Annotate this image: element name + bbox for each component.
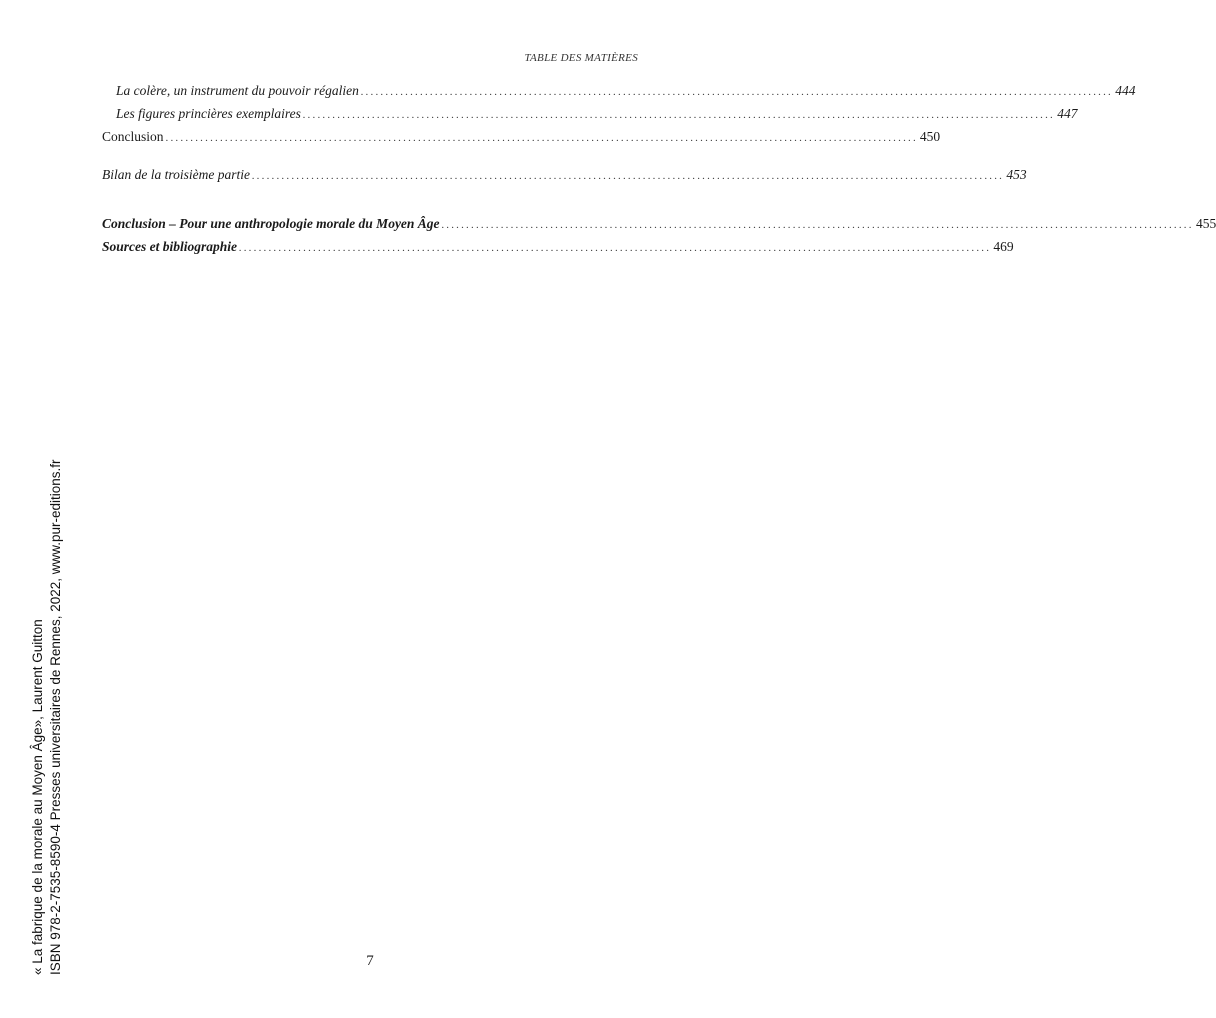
toc-entry-page: 444 (1115, 83, 1136, 98)
toc-entry-sources[interactable] (102, 236, 1014, 259)
toc-entry-page: 450 (919, 129, 941, 144)
toc-entry-la-colere[interactable] (102, 80, 1136, 103)
side-note-line-2: ISBN 978-2-7535-8590-4 Presses universitaires de Rennes, 2022, www.pur-editions.fr (47, 459, 63, 975)
dot-leader: ........................................................................................................................................................ (441, 219, 1194, 231)
toc-entry-label: Conclusion – Pour une anthropologie morale du Moyen Âge (102, 216, 440, 231)
dot-leader: ........................................................................................................................................................ (302, 109, 1056, 121)
toc-entry-label: Sources et bibliographie (102, 239, 238, 254)
dot-leader: ........................................................................................................................................................ (239, 242, 992, 254)
toc-entry-label: Conclusion (102, 129, 164, 144)
toc-entry-page: 469 (993, 239, 1014, 254)
toc-entry-page: 453 (1006, 167, 1027, 182)
running-head: TABLE DES MATIÈRES (524, 52, 638, 64)
toc-entry-label: Bilan de la troisième partie (102, 167, 250, 182)
dot-leader: ........................................................................................................................................................ (251, 170, 1005, 182)
copyright-side-note (29, 459, 64, 975)
toc-entry-page: 447 (1057, 106, 1078, 121)
toc-entry-conclusion[interactable] (102, 126, 941, 149)
toc-entry-conclusion-generale[interactable] (102, 213, 1216, 236)
dot-leader: ........................................................................................................................................................ (360, 86, 1114, 98)
page-number: 7 (366, 953, 374, 969)
table-of-contents (102, 80, 1216, 259)
toc-entry-bilan[interactable] (102, 164, 1027, 187)
side-note-line-1: « La fabrique de la morale au Moyen Âge», Laurent Guitton (30, 619, 45, 975)
toc-entry-figures-princieres[interactable] (102, 103, 1078, 126)
toc-entry-label: Les figures princières exemplaires (116, 106, 301, 121)
toc-entry-page: 455 (1195, 216, 1216, 231)
dot-leader: ........................................................................................................................................................ (165, 132, 918, 144)
toc-entry-label: La colère, un instrument du pouvoir régalien (116, 83, 359, 98)
